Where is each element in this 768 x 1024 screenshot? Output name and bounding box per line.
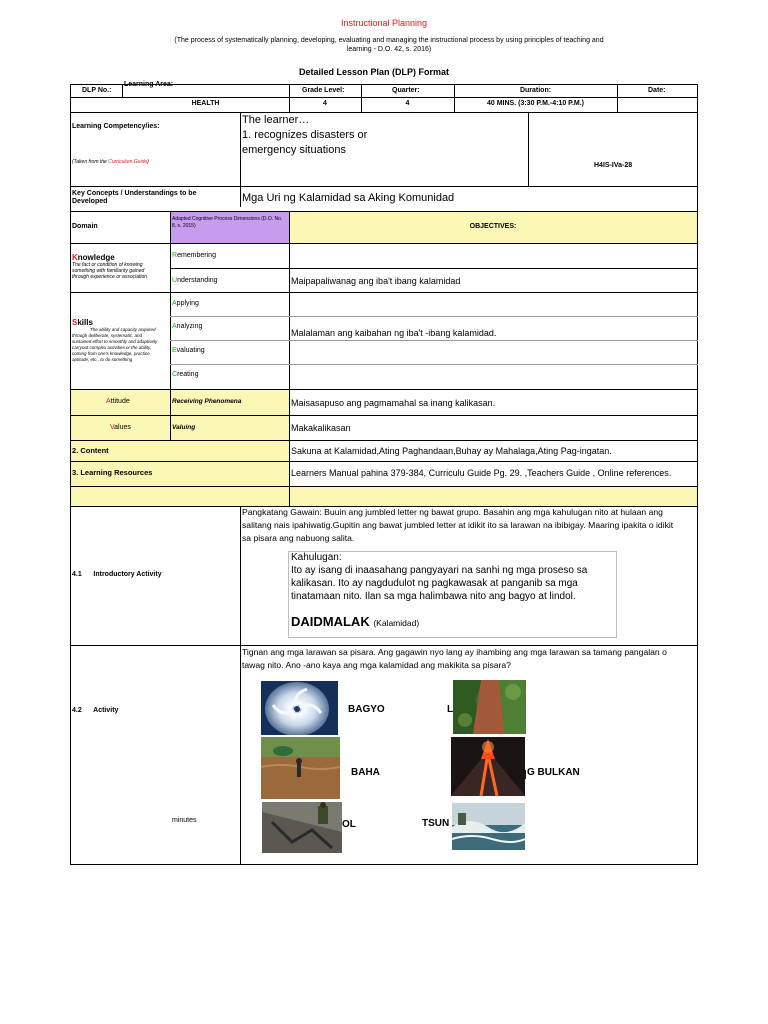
analyzing-initial: A (172, 323, 177, 330)
competency-code: H4IS-IVa-28 (594, 162, 633, 169)
meaning-line2: kalikasan. Ito ay nagdudulot ng pagkawasak at panganib sa mga (291, 578, 578, 589)
skills-rest: kills (77, 318, 93, 327)
word-tsunami-partial: TSUN (422, 818, 450, 829)
landslide-photo (453, 680, 526, 734)
skills-label (72, 318, 93, 327)
row-line (70, 243, 698, 244)
key-concepts-label-1: Key Concepts / Understandings to be (72, 190, 197, 197)
knowledge-desc-3: through experience or association (72, 274, 148, 280)
col-line (170, 211, 171, 441)
meaning-label: Kahulugan: (291, 552, 342, 563)
adapted-process-line1: Adapted Cognitive Process Dimensions (D.O. No. (172, 216, 283, 222)
knowledge-initial: K (72, 253, 78, 262)
resources-value: Learners Manual pahina 379-384, Curriculu Guide Pg. 29. ,Teachers Guide , Online references. (291, 468, 672, 478)
table-right-border (697, 84, 698, 865)
curriculum-guide-link: Curriculum Guide (108, 159, 148, 165)
word-bagyo: BAGYO (348, 704, 385, 715)
creating-rest: reating (177, 371, 199, 378)
volcano-photo (451, 737, 525, 796)
knowledge-desc-1: The fact or condition of knowing (72, 262, 143, 268)
intro-activity-label: 4.1 Introductory Activity (72, 571, 162, 578)
jumbled-answer: (Kalamidad) (373, 618, 420, 628)
skills-desc-2: through deliberate, systematic, and (72, 333, 143, 338)
learning-area-label: Learning Area: (124, 81, 174, 88)
spacer-row-fill (71, 487, 697, 506)
note-suffix: ) (147, 159, 149, 165)
grade-level-value: 4 (323, 100, 327, 107)
competency-line3: emergency situations (242, 144, 346, 156)
col-line (240, 506, 241, 865)
understanding-rest: nderstanding (177, 277, 218, 284)
analyzing-objective: Malalaman ang kaibahan ng iba't -ibang kalamidad. (291, 328, 497, 338)
row-line (170, 316, 698, 317)
row-line (170, 364, 698, 365)
valuing-label: Valuing (172, 424, 196, 431)
remembering-label (172, 252, 216, 260)
quarter-value: 4 (405, 100, 410, 107)
analyzing-rest: nalyzing (176, 323, 203, 330)
jumbled-word: DAIDMALAK (291, 614, 370, 629)
meaning-line3: tinatamaan nito. Ilan sa mga halimbawa nito ang bagyo at lindol. (291, 591, 576, 602)
word-cover-mark (510, 770, 526, 779)
receiving-phenomena: Receiving Phenomena (172, 398, 242, 405)
attitude-objective: Maisasapuso ang pagmamahal sa inang kalikasan. (291, 398, 496, 408)
learning-area-value: HEALTH (191, 100, 220, 107)
values-label (110, 424, 131, 432)
skills-desc-3: sustained effort to smoothly and adaptively (72, 339, 158, 344)
word-lindol-partial: L (447, 704, 454, 715)
row-line (170, 268, 698, 269)
flood-photo (261, 737, 340, 799)
col-line (122, 84, 123, 97)
key-concepts-label-2: Developed (72, 198, 108, 205)
meaning-line1: Ito ay isang di inaasahang pangyayari na sanhi ng mga proseso sa (291, 565, 588, 576)
domain-label: Domain (72, 223, 98, 230)
applying-rest: pplying (176, 300, 199, 307)
activity-instruction-2: tawag nito. Ano -ano kaya ang mga kalamidad ang makikita sa pisara? (242, 660, 511, 670)
duration-label: Duration: (519, 87, 552, 94)
skills-initial: S (72, 318, 78, 327)
key-concepts-value: Mga Uri ng Kalamidad sa Aking Komunidad (242, 192, 455, 204)
tsunami-photo (452, 803, 525, 850)
values-initial: V (110, 424, 115, 431)
row-line (70, 440, 698, 441)
values-objective: Makakalikasan (291, 423, 351, 433)
activity-instruction-1: Tignan ang mga larawan sa pisara. Ang gagawin nyo lang ay ihambing ang mga larawan sa tamang pangalan o (242, 647, 667, 657)
dlp-no-label: DLP No.: (82, 87, 112, 94)
intro-instruction-2: salitang nais ipahiwatig.Gupitin ang bawat jumbled letter at idikit ito sa larawan na ibibigay. Maaring ipakita o idikit (242, 520, 674, 530)
typhoon-photo (261, 681, 338, 735)
grade-level-label: Grade Level: (302, 87, 345, 94)
intro-instruction-1: Pangkatang Gawain: Buuin ang jumbled letter ng bawat grupo. Basahin ang mga kahulugan nito at hulaan ang (242, 507, 663, 517)
skills-desc-4: carryout complex activities or the ability, (72, 345, 152, 350)
attitude-initial: A (106, 398, 111, 405)
word-lindol-end: OL (342, 819, 356, 830)
attitude-rest: ttitude (110, 398, 130, 405)
understanding-label (172, 277, 218, 285)
col-line (528, 112, 529, 186)
applying-label (172, 300, 199, 308)
jumbled-word-line (291, 615, 419, 630)
row-line (170, 340, 698, 341)
resources-label: 3. Learning Resources (72, 468, 153, 477)
evaluating-rest: valuating (176, 347, 205, 354)
remembering-rest: emembering (177, 252, 216, 259)
understanding-initial: U (172, 277, 178, 284)
competency-line2: 1. recognizes disasters or (242, 129, 368, 141)
row-line (70, 211, 698, 212)
content-label: 2. Content (72, 446, 109, 455)
row-line (70, 112, 698, 113)
evaluating-initial: E (172, 347, 177, 354)
row-line (70, 292, 698, 293)
duration-value: 40 MINS. (3:30 P.M.-4:10 P.M.) (487, 100, 584, 107)
knowledge-rest: nowledge (77, 253, 115, 262)
minutes-label: minutes (172, 817, 197, 824)
content-value: Sakuna at Kalamidad,Ating Paghandaan,Buhay ay Mahalaga,Ating Pag-ingatan. (291, 446, 612, 456)
knowledge-label (72, 253, 115, 262)
competency-line1: The learner… (242, 114, 310, 126)
word-baha: BAHA (351, 767, 380, 778)
row-line (70, 461, 698, 462)
analyzing-label (172, 323, 202, 331)
page-subtitle-line2: learning - D.O. 42, s. 2016) (346, 46, 432, 53)
values-rest: alues (114, 424, 131, 431)
activity-label: 4.2 Activity (72, 707, 119, 714)
note-prefix: (Taken from the (72, 159, 109, 165)
date-label: Date: (648, 87, 666, 94)
table-left-border (70, 84, 71, 865)
format-title: Detailed Lesson Plan (DLP) Format (298, 67, 450, 77)
creating-initial: C (172, 371, 178, 378)
understanding-objective: Maipapaliwanag ang iba't ibang kalamidad (291, 276, 461, 286)
earthquake-photo (262, 802, 342, 853)
creating-label (172, 371, 198, 379)
row-line (70, 97, 698, 98)
skills-desc-5: coming from one's knowledge, practice, (72, 351, 151, 356)
row-line (70, 486, 698, 487)
page-subtitle-line1: (The process of systematically planning, developing, evaluating and managing the instructional process by using principles of teaching and (174, 37, 604, 44)
quarter-label: Quarter: (392, 87, 420, 94)
applying-initial: A (172, 300, 177, 307)
word-bulkan-partial: G BULKAN (527, 767, 580, 778)
intro-instruction-3: sa pisara ang nabuong salita. (242, 533, 355, 543)
remembering-initial: R (172, 252, 178, 259)
competency-note (72, 160, 149, 166)
evaluating-label (172, 347, 205, 355)
row-line (70, 389, 698, 390)
row-line (70, 186, 698, 187)
competency-label: Learning Competency/ies: (72, 123, 160, 130)
objectives-label: OBJECTIVES: (469, 223, 517, 230)
col-line (617, 84, 618, 112)
skills-desc-1: The ability and capacity acquired (90, 327, 156, 332)
col-line (240, 112, 241, 207)
page-title: Instructional Planning (340, 18, 428, 28)
attitude-label (106, 398, 130, 406)
row-line (70, 864, 698, 865)
row-line (70, 415, 698, 416)
row-line (70, 645, 698, 646)
skills-desc-6: aptitude, etc., to do something (72, 357, 133, 362)
adapted-process-line2: 8, s. 2015) (172, 223, 196, 229)
knowledge-desc-2: something with familiarity gained (72, 268, 145, 274)
